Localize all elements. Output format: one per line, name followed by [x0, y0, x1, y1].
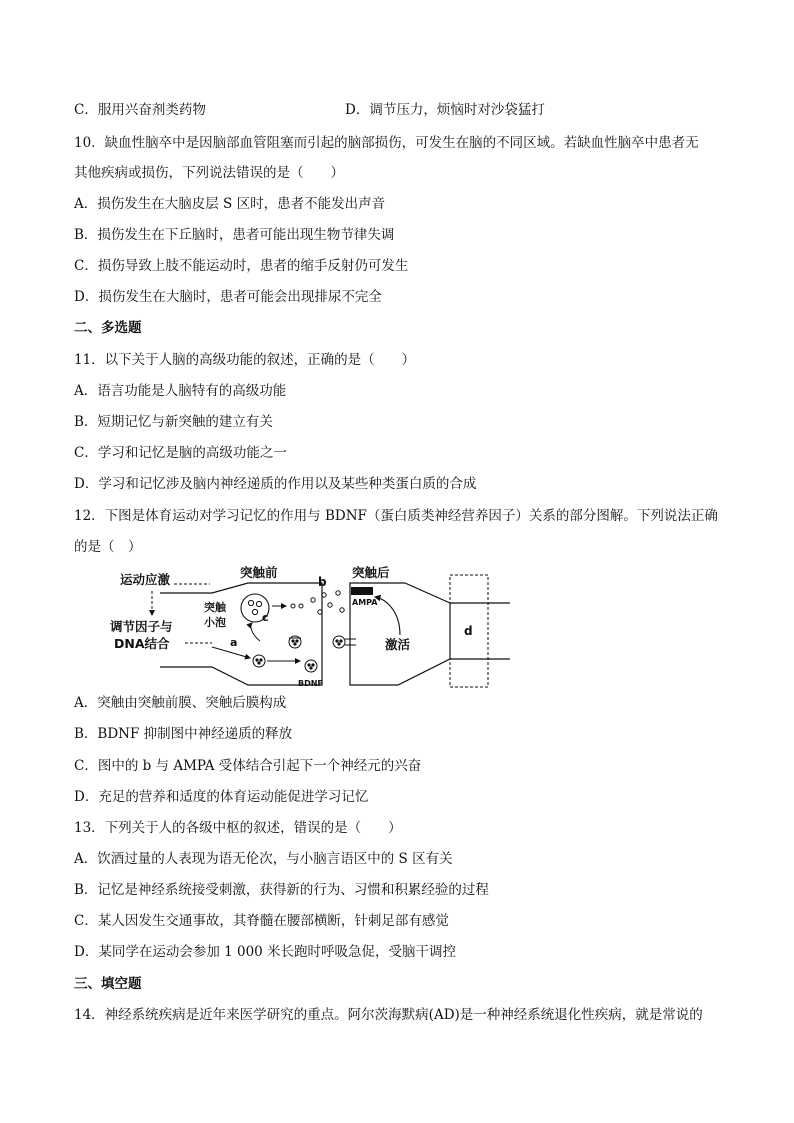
regulator-label-line1: 调节因子与	[110, 619, 173, 634]
q13-option-a: A．饮酒过量的人表现为语无伦次，与小脑言语区中的 S 区有关	[74, 851, 453, 867]
q10-option-d: D．损伤发生在大脑时，患者可能会出现排尿不完全	[74, 289, 382, 305]
q10-option-c: C．损伤导致上肢不能运动时，患者的缩手反射仍可发生	[74, 258, 409, 274]
postsynaptic-label: 突触后	[352, 565, 390, 580]
q10-option-b: B．损伤发生在下丘脑时，患者可能出现生物节律失调	[74, 227, 395, 243]
q11-option-d: D．学习和记忆涉及脑内神经递质的作用以及某些种类蛋白质的合成	[74, 476, 477, 492]
bdnf-to-vesicle-arrow	[251, 623, 260, 641]
presynaptic-terminal	[160, 583, 322, 685]
q12-stem-line2: 的是（ ）	[74, 539, 142, 555]
label-a: a	[230, 636, 238, 649]
label-c: c	[262, 611, 269, 624]
ampa-label: AMPA	[352, 598, 378, 607]
vesicle-label-line2: 小泡	[204, 616, 226, 629]
q11-option-c: C．学习和记忆是脑的高级功能之一	[74, 445, 287, 461]
q13-stem: 13．下列关于人的各级中枢的叙述，错误的是（ ）	[74, 820, 402, 836]
q13-option-b: B．记忆是神经系统接受刺激，获得新的行为、习惯和积累经验的过程	[74, 882, 489, 898]
q12-option-b: B．BDNF 抑制图中神经递质的释放	[74, 726, 293, 742]
activate-label: 激活	[385, 637, 411, 652]
q12-option-a: A．突触由突触前膜、突触后膜构成	[74, 695, 287, 711]
q12-stem-line1: 12．下图是体育运动对学习记忆的作用与 BDNF（蛋白质类神经营养因子）关系的部分图解。下列说法正确	[74, 508, 718, 524]
ampa-receptor	[351, 587, 373, 595]
q14-stem-line1: 14．神经系统疾病是近年来医学研究的重点。阿尔茨海默病(AD)是一种神经系统退化性疾病，就是常说的	[74, 1007, 703, 1023]
exercise-stress-label: 运动应激	[120, 572, 171, 587]
q11-option-b: B．短期记忆与新突触的建立有关	[74, 414, 273, 430]
activate-arrow	[375, 597, 400, 635]
bdnf-label: BDNF	[298, 679, 323, 688]
q9-option-d: D．调节压力，烦恼时对沙袋猛打	[345, 102, 545, 118]
q9-option-c: C．服用兴奋剂类药物	[74, 102, 206, 118]
q10-stem-line2: 其他疾病或损伤，下列说法错误的是（ ）	[74, 165, 344, 181]
q11-stem: 11．以下关于人脑的高级功能的叙述，正确的是（ ）	[74, 352, 416, 368]
q10-option-a: A．损伤发生在大脑皮层 S 区时，患者不能发出声音	[74, 196, 386, 212]
vesicle-label-line1: 突触	[204, 601, 226, 614]
q12-option-c: C．图中的 b 与 AMPA 受体结合引起下一个神经元的兴奋	[74, 758, 422, 774]
bdnf-granule-inner	[253, 655, 265, 667]
q10-stem-line1: 10．缺血性脑卒中是因脑部血管阻塞而引起的脑部损伤，可发生在脑的不同区域。若缺血性脑卒中患者无	[74, 135, 699, 151]
bdnf-released	[305, 660, 317, 672]
label-b: b	[318, 575, 327, 589]
presynaptic-label: 突触前	[240, 565, 278, 580]
label-d: d	[464, 624, 473, 638]
q11-option-a: A．语言功能是人脑特有的高级功能	[74, 383, 287, 399]
q12-option-d: D．充足的营养和适度的体育运动能促进学习记忆	[74, 789, 369, 805]
q13-option-d: D．某同学在运动会参加 1 000 米长跑时呼吸急促，受脑干调控	[74, 944, 457, 960]
q13-option-c: C．某人因发生交通事故，其脊髓在腰部横断，针刺足部有感觉	[74, 913, 449, 929]
section-heading-multiple-choice: 二、多选题	[74, 320, 142, 336]
regulator-label-line2: DNA结合	[114, 636, 170, 651]
synapse-bdnf-diagram	[100, 563, 510, 695]
section-heading-fill-in: 三、填空题	[74, 976, 142, 992]
